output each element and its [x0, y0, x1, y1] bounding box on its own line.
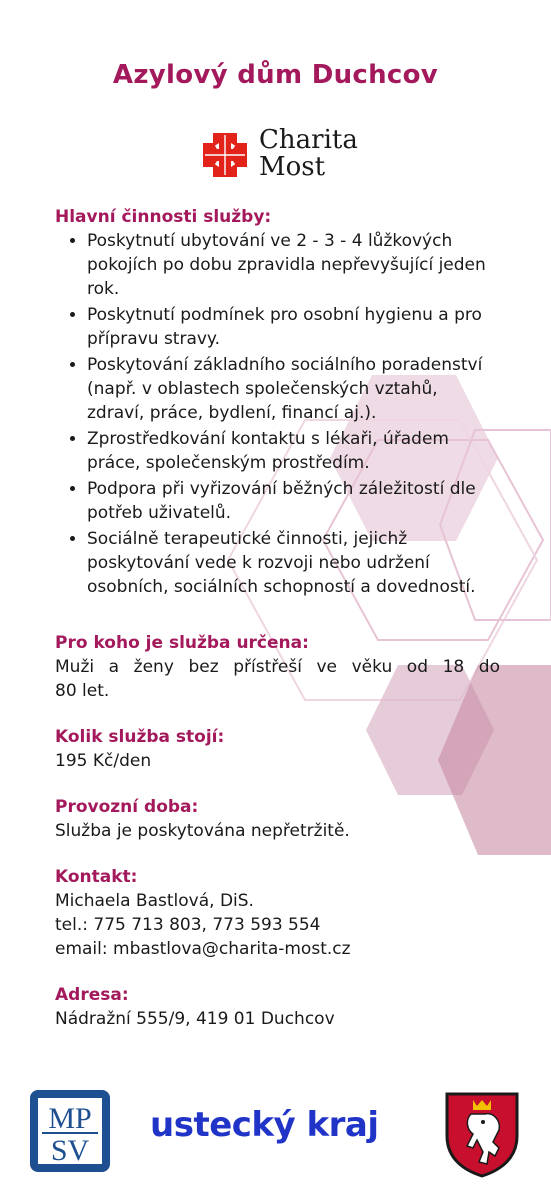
address-text: Nádražní 555/9, 419 01 Duchcov — [55, 1009, 335, 1029]
service-content — [55, 205, 500, 1031]
ustecky-kraj-logo: ustecký kraj — [150, 1105, 379, 1145]
list-item: • Sociálně terapeutické činnosti, jejichž poskytování vede k rozvoji nebo udržení osobních, sociálních schopností a dovedností. — [87, 527, 500, 599]
list-item: • Poskytování základního sociálního poradenství (např. v oblastech společenských vztahů, zdraví, práce, bydlení, financí aj.). — [87, 353, 500, 425]
charita-cross-icon — [199, 129, 251, 181]
svg-text:SV: SV — [50, 1134, 90, 1167]
list-item: • Poskytnutí podmínek pro osobní hygienu a pro přípravu stravy. — [87, 303, 500, 351]
target-heading: Pro koho je služba určena: — [55, 633, 309, 653]
list-item: • Poskytnutí ubytování ve 2 - 3 - 4 lůžkových pokojích po dobu zpravidla nepřevyšující jeden rok. — [87, 229, 500, 301]
target-text-line2: 80 let. — [55, 681, 110, 701]
svg-text:MP: MP — [48, 1102, 92, 1135]
mpsv-logo — [28, 1088, 112, 1174]
charita-logo-text: Charita Most — [259, 125, 358, 182]
contact-phone: tel.: 775 713 803, 773 593 554 — [55, 915, 321, 935]
list-item: • Zprostředkování kontaktu s lékaři, úřadem práce, společenským prostředím. — [87, 427, 500, 475]
price-heading: Kolik služba stojí: — [55, 727, 225, 747]
hours-heading: Provozní doba: — [55, 797, 199, 817]
coat-of-arms-icon — [443, 1090, 521, 1178]
page-title: Azylový dům Duchcov — [112, 60, 439, 90]
address-heading: Adresa: — [55, 985, 129, 1005]
activities-list — [55, 229, 500, 599]
activities-heading: Hlavní činnosti služby: — [55, 207, 272, 227]
price-text: 195 Kč/den — [55, 751, 152, 771]
charita-most-logo — [199, 127, 369, 187]
contact-heading: Kontakt: — [55, 867, 138, 887]
list-item: • Podpora při vyřizování běžných záležitostí dle potřeb uživatelů. — [87, 477, 500, 525]
contact-name: Michaela Bastlová, DiS. — [55, 891, 254, 911]
contact-email: email: mbastlova@charita-most.cz — [55, 939, 351, 959]
hours-text: Služba je poskytována nepřetržitě. — [55, 821, 350, 841]
target-text-line1: Muži a ženy bez přístřeší ve věku od 18 do — [55, 657, 500, 677]
